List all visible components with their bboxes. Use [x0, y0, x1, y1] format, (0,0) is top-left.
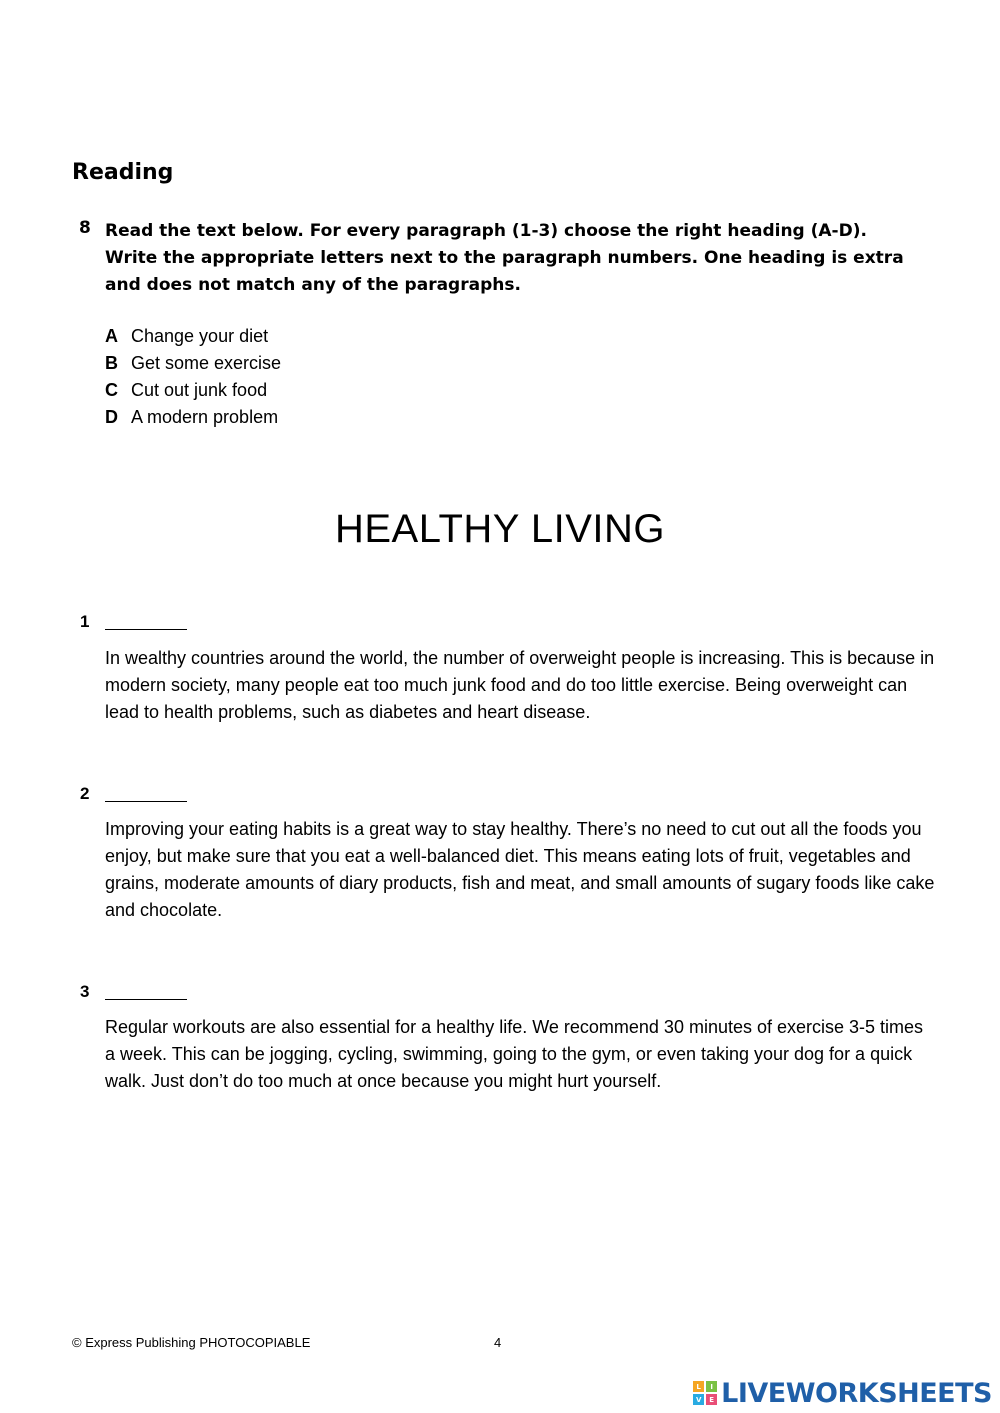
- heading-text: Get some exercise: [131, 353, 282, 373]
- heading-letter: B: [105, 353, 118, 373]
- heading-letter: A: [105, 326, 118, 346]
- paragraph-number-1: 1: [80, 612, 90, 631]
- exercise-instruction: Read the text below. For every paragraph (1-3) choose the right heading (A-D). Write the appropriate letters next to the paragraph numbers. One heading is extra and does not match any of the paragraphs.: [105, 221, 904, 295]
- footer-page-number: 4: [494, 1335, 502, 1350]
- logo-mark-letter: V: [693, 1394, 704, 1405]
- heading-text: Cut out junk food: [131, 380, 268, 400]
- answer-blank-3[interactable]: [105, 999, 187, 1000]
- heading-text: A modern problem: [131, 407, 279, 427]
- article-title: HEALTHY LIVING: [334, 507, 666, 551]
- heading-option-a: [105, 323, 281, 350]
- heading-option-b: [105, 350, 281, 377]
- headings-list: [105, 323, 281, 431]
- heading-option-c: [105, 377, 281, 404]
- paragraph-number-3: 3: [80, 982, 90, 1001]
- logo-mark-icon: [693, 1381, 717, 1405]
- heading-letter: D: [105, 407, 118, 427]
- exercise-number: 8: [79, 218, 91, 238]
- answer-blank-1[interactable]: [105, 629, 187, 630]
- liveworksheets-logo[interactable]: [693, 1378, 992, 1408]
- logo-mark-letter: L: [693, 1381, 704, 1392]
- heading-option-d: [105, 404, 281, 431]
- logo-text: LIVEWORKSHEETS: [721, 1377, 992, 1409]
- paragraph-text-1: In wealthy countries around the world, the number of overweight people is increasing. This is because in modern society, many people eat too much junk food and do too little exercise. Being overweight can lead to health problems, such as diabetes and heart disease.: [105, 648, 935, 722]
- paragraph-text-2: Improving your eating habits is a great way to stay healthy. There’s no need to cut out all the foods you enjoy, but make sure that you eat a well-balanced diet. This means eating lots of fruit, vegetables and grains, moderate amounts of diary products, fish and meat, and small amounts of sugary foods like cake and chocolate.: [105, 819, 935, 920]
- logo-mark-letter: I: [706, 1381, 717, 1392]
- answer-blank-2[interactable]: [105, 801, 187, 802]
- heading-letter: C: [105, 380, 118, 400]
- logo-mark-letter: E: [706, 1394, 717, 1405]
- paragraph-number-2: 2: [80, 784, 90, 803]
- section-heading: Reading: [72, 160, 174, 185]
- footer-copyright: © Express Publishing PHOTOCOPIABLE: [72, 1335, 311, 1350]
- paragraph-text-3: Regular workouts are also essential for a healthy life. We recommend 30 minutes of exercise 3-5 times a week. This can be jogging, cycling, swimming, going to the gym, or even taking your dog for a quick walk. Just don’t do too much at once because you might hurt yourself.: [105, 1017, 924, 1091]
- heading-text: Change your diet: [131, 326, 269, 346]
